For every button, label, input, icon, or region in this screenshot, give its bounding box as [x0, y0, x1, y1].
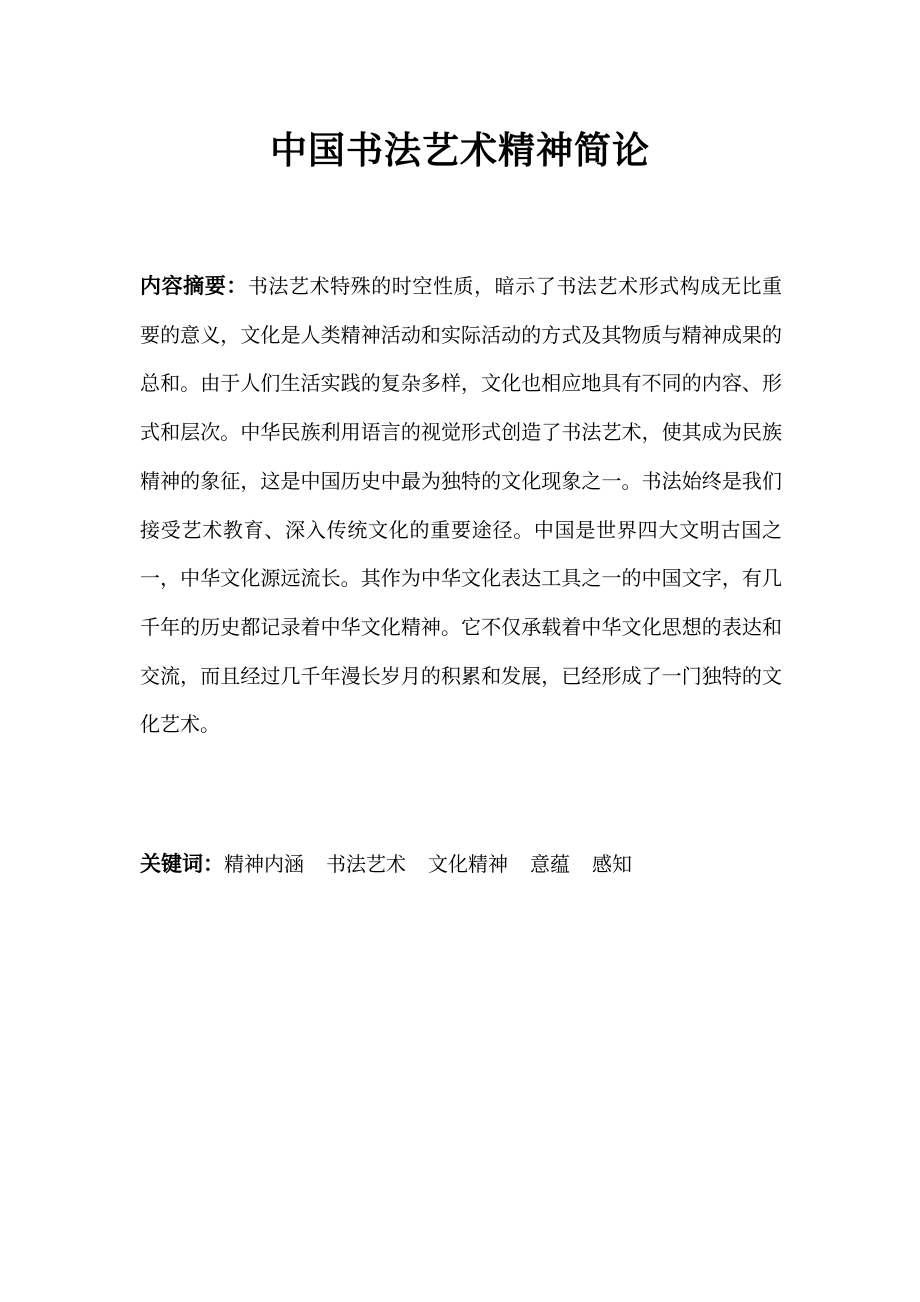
keyword-item: 文化精神 — [428, 852, 508, 876]
keywords-label: 关键词： — [140, 852, 224, 876]
abstract-label: 内容摘要： — [140, 274, 248, 298]
keyword-item: 精神内涵 — [224, 852, 304, 876]
keyword-item: 感知 — [592, 852, 632, 876]
keywords-line — [140, 844, 782, 884]
abstract-paragraph — [140, 262, 782, 749]
keyword-item: 意蕴 — [530, 852, 570, 876]
abstract-text: 书法艺术特殊的时空性质，暗示了书法艺术形式构成无比重要的意义，文化是人类精神活动和实际活动的方式及其物质与精神成果的总和。由于人们生活实践的复杂多样，文化也相应地具有不同的内容、形式和层次。中华民族利用语言的视觉形式创造了书法艺术，使其成为民族精神的象征，这是中国历史中最为独特的文化现象之一。书法始终是我们接受艺术教育、深入传统文化的重要途径。中国是世界四大文明古国之一，中华文化源远流长。其作为中华文化表达工具之一的中国文字，有几千年的历史都记录着中华文化精神。它不仅承载着中华文化思想的表达和交流，而且经过几千年漫长岁月的积累和发展，已经形成了一门独特的文化艺术。 — [140, 274, 783, 737]
keyword-item: 书法艺术 — [326, 852, 406, 876]
document-title: 中国书法艺术精神简论 — [270, 129, 650, 172]
